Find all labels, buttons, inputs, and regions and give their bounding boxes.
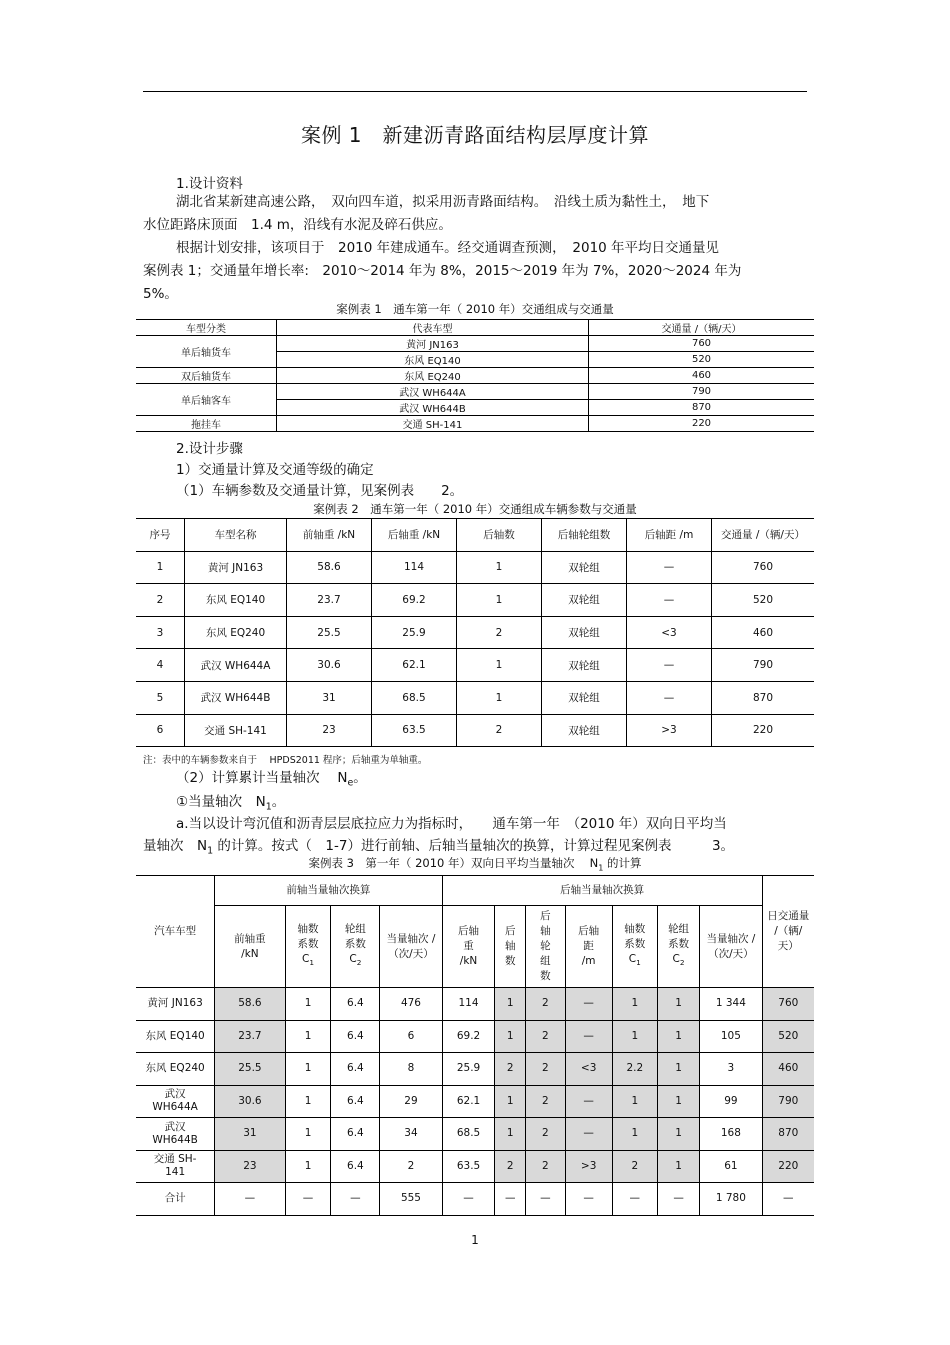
table2-cell: 4 [136,649,185,682]
table3-header-sym: C [628,953,637,966]
step1-2-sub: e [347,777,354,789]
table3-cell: 1 [657,1085,699,1118]
table3-cell: 1 [285,988,331,1021]
table3-cell: 68.5 [442,1118,495,1151]
table3-cell: 25.5 [215,1053,285,1086]
table3-cell: 1 [612,1085,657,1118]
table3-cell: 2 [612,1150,657,1183]
table-row [136,1183,814,1216]
table1-cell: 870 [589,400,815,416]
table1-cell: 东风 EQ140 [277,352,589,368]
table3-cell: 2.2 [612,1053,657,1086]
table3-header [657,906,699,988]
table3-header: 前轴重 /kN [215,906,285,988]
table3-cell: — [526,1183,565,1216]
table3-cell: — [285,1183,331,1216]
table3-cell: — [331,1183,380,1216]
table3-cell: 2 [526,1085,565,1118]
table2-header: 后轴重 /kN [372,519,457,552]
table3-cell: 3 [700,1053,762,1086]
table3-cell: 1 [285,1020,331,1053]
table2-cell: 黄河 JN163 [185,551,287,584]
table3-cell: — [612,1183,657,1216]
table3-header-text: 轴数系数 [297,923,319,951]
table3-cell: 29 [380,1085,442,1118]
item-a-sub: 1 [265,801,272,813]
table3-header: 当量轴次 /（次/天） [380,906,442,988]
table2-cell: 武汉 WH644A [185,649,287,682]
table3-cell: 武汉 WH644B [136,1118,215,1151]
table3-header-text: 轮组系数 [344,923,366,951]
table2-cell: — [627,681,712,714]
table3-header: 当量轴次 /（次/天） [700,906,762,988]
table-row [136,1085,814,1118]
table3-cell: 东风 EQ140 [136,1020,215,1053]
table2-cell: 23.7 [287,584,372,617]
table2-cell: 6 [136,714,185,747]
table2-cell: 2 [457,714,542,747]
table3-cell: 2 [495,1150,526,1183]
table3-cell: 6 [380,1020,442,1053]
para1-line2: 水位距路床顶面 1.4 m，沿线有水泥及碎石供应。 [143,217,452,233]
table2-cell: 1 [136,551,185,584]
table3-cell: 69.2 [442,1020,495,1053]
table3-cell: <3 [565,1053,612,1086]
table2-cell: 58.6 [287,551,372,584]
table3-cell: — [762,1183,814,1216]
item-a-text: ①当量轴次 N [176,794,266,810]
table2-cell: 武汉 WH644B [185,681,287,714]
table2-cell: 220 [712,714,815,747]
table3-cell: 62.1 [442,1085,495,1118]
table-row [136,1053,814,1086]
table2-header: 前轴重 /kN [287,519,372,552]
table2-cell: 760 [712,551,815,584]
table3-cell: — [565,1020,612,1053]
para3-line2-b: 的计算。按式（ 1-7）进行前轴、后轴当量轴次的换算，计算过程见案例表 3。 [213,838,735,854]
table3-cell: 1 [612,1118,657,1151]
table2-cell: — [627,551,712,584]
table3-cell: 1 [285,1085,331,1118]
table3-header: 日交通量 /（辆/天） [762,876,814,988]
table1-cell: 220 [589,416,815,432]
table2-cell: — [627,584,712,617]
table1-header: 交通量 /（辆/天） [589,320,815,336]
table3-cell: 2 [495,1053,526,1086]
table3-header: 前轴当量轴次换算 [215,876,442,906]
table2-header: 后轴数 [457,519,542,552]
table3-cell: 2 [526,1053,565,1086]
table3-cell: 1 [495,1020,526,1053]
table2-cell: 1 [457,551,542,584]
table1-cell: 黄河 JN163 [277,336,589,352]
table-row [136,416,814,432]
table3-cell: 1 [612,1020,657,1053]
table3-cell: 63.5 [442,1150,495,1183]
table3-cell: 168 [700,1118,762,1151]
table3-cell: 476 [380,988,442,1021]
table3-cell: 6.4 [331,1053,380,1086]
table3-header-sym: C [302,953,310,966]
table-row [136,1020,814,1053]
table2-header: 后轴轮组数 [542,519,627,552]
table2-cell: >3 [627,714,712,747]
table3-header-text: 轮组系数 [668,923,690,951]
table1-caption: 案例表 1 通车第一年（ 2010 年）交通组成与交通量 [336,302,614,316]
item-a-end: 。 [271,794,286,810]
para3-line2-sub: 1 [207,845,214,857]
table2-cell: 双轮组 [542,714,627,747]
table3-cell: 1 [657,1118,699,1151]
table3-header: 后轴数 [495,906,526,988]
table3-cell: — [215,1183,285,1216]
table3-cell: 1 [657,1020,699,1053]
table2-cell: 1 [457,681,542,714]
table3-header-sym: C [672,953,680,966]
table3-cell: 6.4 [331,1118,380,1151]
para2-line2: 案例表 1；交通量年增长率: 2010～2014 年为 8%，2015～2019 年为 7%，2020～2024 年为 [143,263,742,279]
table3-cell: 2 [526,1020,565,1053]
table3-caption-sub: 1 [598,863,604,873]
table-row [136,1150,814,1183]
table3-cell: 460 [762,1053,814,1086]
para2-line1: 根据计划安排，该项目于 2010 年建成通车。经交通调查预测， 2010 年平均日交通量见 [176,240,720,256]
table2-cell: 870 [712,681,815,714]
table3-cell: 1 344 [700,988,762,1021]
para2-line3: 5%。 [143,286,178,302]
table3-cell: 105 [700,1020,762,1053]
table2-cell: 1 [457,584,542,617]
table3-cell: 交通 SH-141 [136,1150,215,1183]
table3-header [612,906,657,988]
table-row [136,336,814,352]
table-row [136,551,814,584]
table2-cell: <3 [627,616,712,649]
table2-cell: 114 [372,551,457,584]
table3-cell: 114 [442,988,495,1021]
table1-group: 单后轴客车 [136,384,277,416]
table3-header [331,906,380,988]
table3-cell: — [565,1183,612,1216]
step1-heading: 1）交通量计算及交通等级的确定 [176,462,374,478]
table3-cell: 1 [657,1150,699,1183]
table3-cell: 武汉 WH644A [136,1085,215,1118]
table3-cell: 2 [380,1150,442,1183]
table3-header: 后轴当量轴次换算 [442,876,762,906]
table2-cell: 25.5 [287,616,372,649]
table3-header-sub: 2 [356,958,362,968]
table3-cell: — [565,1118,612,1151]
table2-cell: 双轮组 [542,681,627,714]
table3-cell: — [657,1183,699,1216]
table3-cell: 6.4 [331,1020,380,1053]
table2-cell: 双轮组 [542,649,627,682]
table3-cell: 2 [526,1150,565,1183]
table-row [136,616,814,649]
table1-cell: 武汉 WH644B [277,400,589,416]
para1-line1: 湖北省某新建高速公路， 双向四车道，拟采用沥青路面结构。 沿线土质为黏性土， 地下 [176,194,710,210]
table3-cell: 760 [762,988,814,1021]
table1-cell: 790 [589,384,815,400]
table3-cell: 8 [380,1053,442,1086]
table2-cell: 1 [457,649,542,682]
para3-line1: a.当以设计弯沉值和沥青层层底拉应力为指标时， 通车第一年 （2010 年）双向日平均当 [176,816,727,832]
para3-line2-a: 量轴次 N [143,838,208,854]
table3-cell: — [565,1085,612,1118]
table2-cell: 25.9 [372,616,457,649]
table1-cell: 760 [589,336,815,352]
table3-cell: 25.9 [442,1053,495,1086]
table2-cell: 790 [712,649,815,682]
table3-caption-a: 案例表 3 第一年（ 2010 年）双向日平均当量轴次 N [308,856,599,870]
table-row [136,384,814,400]
table-row [136,368,814,384]
table3-cell: 99 [700,1085,762,1118]
table2-cell: 双轮组 [542,584,627,617]
table1 [136,319,814,432]
table3-cell: 1 [495,1118,526,1151]
table3-cell: 61 [700,1150,762,1183]
table3-cell: — [495,1183,526,1216]
table2-cell: 3 [136,616,185,649]
table3-cell: 870 [762,1118,814,1151]
table2-cell: 460 [712,616,815,649]
table3-header-sym: C [349,953,357,966]
table2-cell: — [627,649,712,682]
table2-cell: 2 [136,584,185,617]
table3-header: 后轴轮组数 [526,906,565,988]
table3-header-sub: 1 [636,958,641,968]
table3-header-sub: 1 [309,958,315,968]
table2-cell: 62.1 [372,649,457,682]
table2 [136,518,814,747]
table3-cell: 2 [526,988,565,1021]
table3-cell: 220 [762,1150,814,1183]
table1-cell: 武汉 WH644A [277,384,589,400]
table3-caption-b: 的计算 [603,856,642,870]
table3-header: 后轴距 /m [565,906,612,988]
page-title: 案例 1 新建沥青路面结构层厚度计算 [300,123,650,147]
table3-cell: 30.6 [215,1085,285,1118]
table3-cell: — [442,1183,495,1216]
table3-cell: 6.4 [331,1150,380,1183]
table1-header: 代表车型 [277,320,589,336]
table3-cell: 6.4 [331,988,380,1021]
table1-cell: 交通 SH-141 [277,416,589,432]
step1-2-text: （2）计算累计当量轴次 N [176,770,348,786]
table3-cell: 790 [762,1085,814,1118]
table2-caption: 案例表 2 通车第一年（ 2010 年）交通组成车辆参数与交通量 [313,502,637,516]
table3-cell: 31 [215,1118,285,1151]
table3-cell: 1 [657,988,699,1021]
table3-header [285,906,331,988]
table3-cell: 合计 [136,1183,215,1216]
table-row [136,681,814,714]
table-row [136,584,814,617]
table3-cell: 1 [285,1053,331,1086]
table3-cell: 520 [762,1020,814,1053]
table3-cell: >3 [565,1150,612,1183]
table3-header: 后轴重 /kN [442,906,495,988]
header-rule [143,91,807,92]
table2-header: 车型名称 [185,519,287,552]
table2-cell: 东风 EQ240 [185,616,287,649]
table1-group: 拖挂车 [136,416,277,432]
table2-cell: 5 [136,681,185,714]
table-row [136,714,814,747]
table3-cell: 23.7 [215,1020,285,1053]
table2-cell: 63.5 [372,714,457,747]
table3-cell: 1 [285,1118,331,1151]
table3-cell: 1 [612,988,657,1021]
table1-group: 双后轴货车 [136,368,277,384]
table2-cell: 68.5 [372,681,457,714]
table3-cell: 6.4 [331,1085,380,1118]
table-row [136,1118,814,1151]
step1-2-end: 。 [353,770,367,786]
table3-header-text: 轴数系数 [624,923,646,951]
table1-cell: 东风 EQ240 [277,368,589,384]
table3-cell: 黄河 JN163 [136,988,215,1021]
table1-group: 单后轴货车 [136,336,277,368]
table3-cell: 东风 EQ240 [136,1053,215,1086]
table1-cell: 520 [589,352,815,368]
table3-cell: 2 [526,1118,565,1151]
table3-cell: 1 [657,1053,699,1086]
table3-header: 汽车车型 [136,876,215,988]
table3 [136,875,814,1216]
table2-cell: 双轮组 [542,551,627,584]
table2-cell: 2 [457,616,542,649]
table3-cell: 23 [215,1150,285,1183]
table2-cell: 东风 EQ140 [185,584,287,617]
page-number: 1 [471,1233,479,1247]
step1-1-heading: （1）车辆参数及交通量计算，见案例表 2。 [176,483,464,499]
table1-cell: 460 [589,368,815,384]
table-row [136,649,814,682]
table3-cell: 1 [495,988,526,1021]
table3-cell: — [565,988,612,1021]
table3-header-sub: 2 [679,958,685,968]
table2-cell: 23 [287,714,372,747]
table2-cell: 交通 SH-141 [185,714,287,747]
table3-cell: 1 [285,1150,331,1183]
table2-cell: 69.2 [372,584,457,617]
table2-note: 注：表中的车辆参数来自于 HPDS2011 程序；后轴重为单轴重。 [143,755,428,766]
table2-cell: 31 [287,681,372,714]
table2-cell: 30.6 [287,649,372,682]
table3-caption [0,855,950,872]
table2-cell: 520 [712,584,815,617]
table-row [136,988,814,1021]
table3-cell: 555 [380,1183,442,1216]
section1-heading: 1.设计资料 [176,176,243,192]
table2-header: 交通量 /（辆/天） [712,519,815,552]
table3-cell: 1 780 [700,1183,762,1216]
table1-header: 车型分类 [136,320,277,336]
table3-cell: 1 [495,1085,526,1118]
table3-cell: 58.6 [215,988,285,1021]
table3-cell: 34 [380,1118,442,1151]
table2-header: 后轴距 /m [627,519,712,552]
table2-cell: 双轮组 [542,616,627,649]
table2-header: 序号 [136,519,185,552]
section2-heading: 2.设计步骤 [176,441,243,457]
